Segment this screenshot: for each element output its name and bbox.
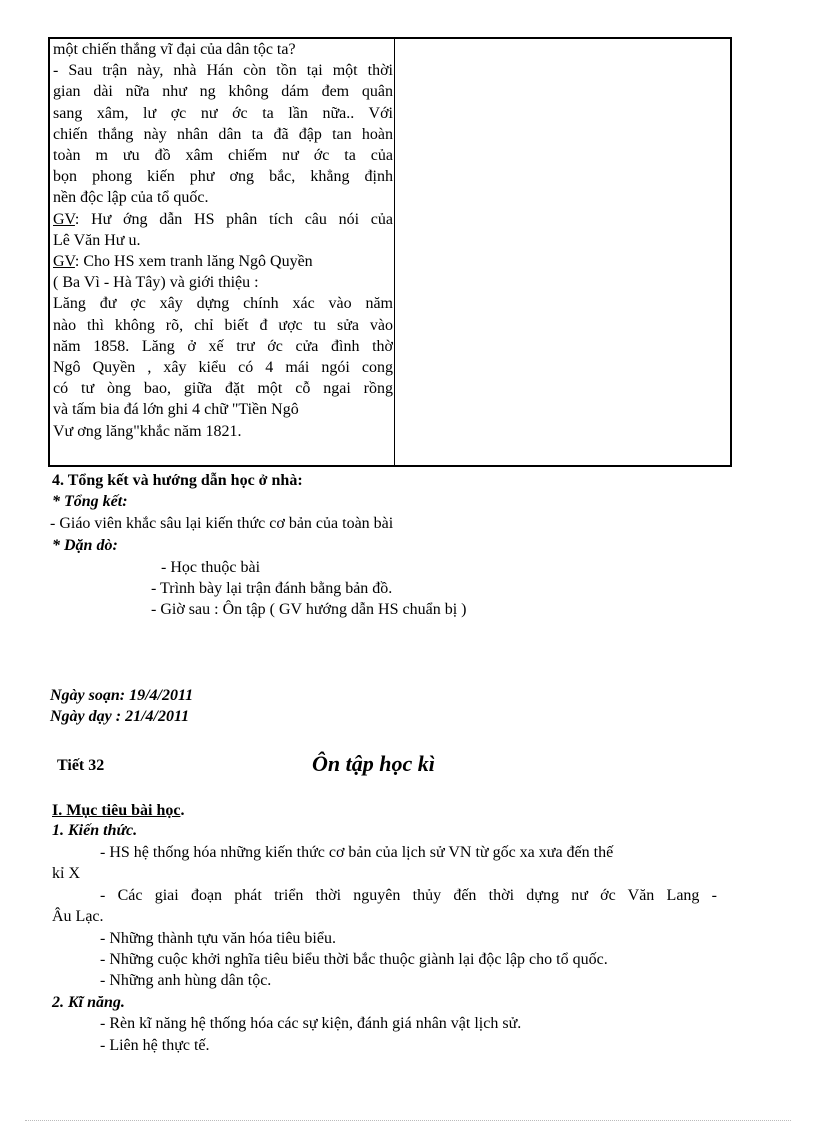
table-line: toàn m ưu đồ xâm chiếm nư ớc ta của xyxy=(53,147,393,165)
ngay-soan: Ngày soạn: 19/4/2011 xyxy=(50,687,194,704)
kien-thuc-item: kỉ X xyxy=(52,865,80,882)
ki-nang-label: 2. Kĩ năng. xyxy=(52,994,125,1011)
ngay-day: Ngày dạy : 21/4/2011 xyxy=(50,708,190,725)
dan-do-item: - Giờ sau : Ôn tập ( GV hướng dẫn HS chuẩn bị ) xyxy=(151,601,467,618)
table-line: Lê Văn Hư u. xyxy=(53,231,141,249)
table-line: bọn phong kiến phư ơng bắc, khẳng định xyxy=(53,168,393,186)
lesson-table xyxy=(48,37,732,467)
table-right-cell xyxy=(395,39,730,465)
gv-text: : Cho HS xem tranh lăng Ngô Quyền xyxy=(74,253,313,271)
kien-thuc-item: - Những anh hùng dân tộc. xyxy=(100,972,272,989)
table-line: năm 1858. Lăng ở xế trư ớc cửa đình thờ xyxy=(53,337,393,355)
gv-label: GV xyxy=(53,210,75,228)
table-line: Vư ơng lăng"khắc năm 1821. xyxy=(53,422,242,440)
tiet-label: Tiết 32 xyxy=(57,757,105,774)
kien-thuc-item: - Các giai đoạn phát triển thời nguyên thủy đến thời dựng nư ớc Văn Lang - xyxy=(100,887,717,904)
table-line: nào thì không rõ, chỉ biết đ ược tu sửa vào xyxy=(53,316,393,334)
table-line: - Sau trận này, nhà Hán còn tồn tại một thời xyxy=(53,62,393,80)
table-line: sang xâm, lư ợc nư ớc ta lần nữa.. Với xyxy=(53,104,393,122)
table-line: một chiến thắng vĩ đại của dân tộc ta? xyxy=(53,41,296,58)
kien-thuc-item: Âu Lạc. xyxy=(52,908,104,925)
tong-ket-text: - Giáo viên khắc sâu lại kiến thức cơ bản của toàn bài xyxy=(50,515,394,532)
dan-do-item: - Trình bày lại trận đánh bằng bản đồ. xyxy=(151,580,393,597)
table-line: ( Ba Vì - Hà Tây) và giới thiệu : xyxy=(53,274,259,292)
kien-thuc-item: - Những thành tựu văn hóa tiêu biểu. xyxy=(100,930,336,947)
dan-do-label: * Dặn dò: xyxy=(52,537,118,554)
table-line: có tư òng bao, giữa đặt một cỗ ngai rồng xyxy=(53,380,393,398)
objectives-heading-dot: . xyxy=(180,802,185,819)
table-line: gian dài nữa như ng không dám đem quân xyxy=(53,83,393,101)
table-line-gv xyxy=(53,251,393,272)
kien-thuc-item: - HS hệ thống hóa những kiến thức cơ bản của lịch sử VN từ gốc xa xưa đến thế xyxy=(100,844,614,861)
table-left-cell xyxy=(50,39,395,465)
table-line: Ngô Quyền , xây kiểu có 4 mái ngói cong xyxy=(53,359,393,377)
tong-ket-label: * Tổng kết: xyxy=(52,493,128,510)
gv-text: : Hư ớng dẫn HS phân tích câu nói của xyxy=(74,210,393,228)
table-line: và tấm bia đá lớn ghi 4 chữ "Tiền Ngô xyxy=(53,401,299,419)
ki-nang-item: - Liên hệ thực tế. xyxy=(100,1037,210,1054)
table-line: Lăng đư ợc xây dựng chính xác vào năm xyxy=(53,295,393,313)
kien-thuc-item: - Những cuộc khởi nghĩa tiêu biểu thời bắc thuộc giành lại độc lập cho tổ quốc. xyxy=(100,951,608,968)
ki-nang-item: - Rèn kĩ năng hệ thống hóa các sự kiện, đánh giá nhân vật lịch sử. xyxy=(100,1015,522,1032)
table-line-gv xyxy=(53,209,393,230)
table-line: nền độc lập của tổ quốc. xyxy=(53,189,209,207)
page-bottom-rule xyxy=(25,1120,791,1121)
gv-label: GV xyxy=(53,253,75,271)
dan-do-item: - Học thuộc bài xyxy=(161,559,261,576)
summary-heading: 4. Tổng kết và hướng dẫn học ở nhà: xyxy=(52,472,303,489)
lesson-title: Ôn tập học kì xyxy=(312,751,435,776)
table-line: chiến thắng này nhân dân ta đã đập tan hoàn xyxy=(53,125,393,143)
objectives-heading-text: I. Mục tiêu bài học xyxy=(52,802,181,819)
kien-thuc-label: 1. Kiến thức. xyxy=(52,822,138,839)
objectives-heading xyxy=(52,800,184,821)
